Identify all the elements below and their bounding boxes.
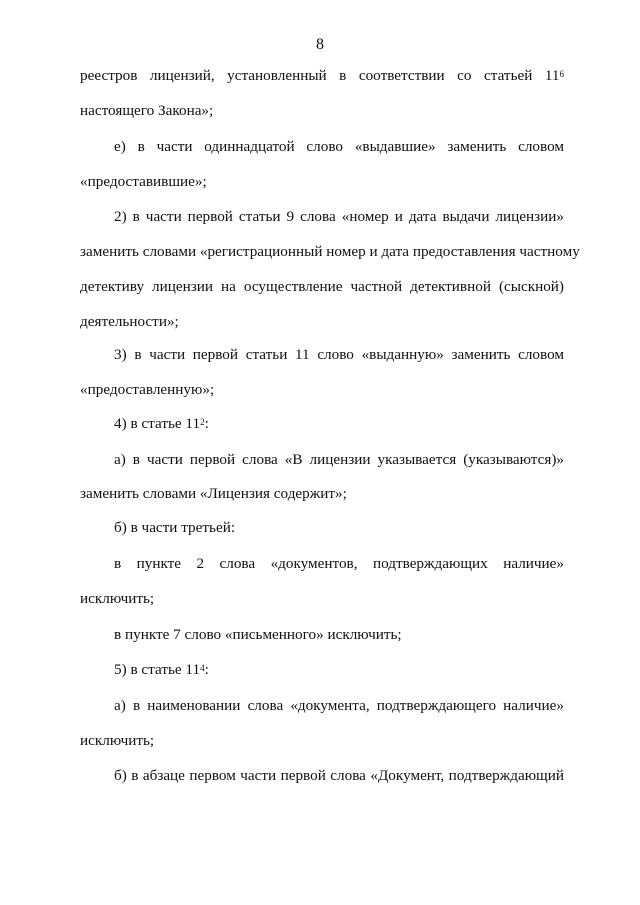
text-line: реестров лицензий, установленный в соответствии со статьей $11^6$ xyxy=(80,67,564,84)
text-line: «предоставившие»; xyxy=(80,173,207,190)
text-line: 4) в статье $11^2$: xyxy=(114,415,209,432)
text-line: 2) в части первой статьи 9 слова «номер и дата выдачи лицензии» xyxy=(114,208,564,225)
text-line: заменить словами «регистрационный номер и дата предоставления частному xyxy=(80,243,580,260)
page-number: 8 xyxy=(316,36,324,53)
text-line: детективу лицензии на осуществление частной детективной (сыскной) xyxy=(80,278,564,295)
text-line: в пункте 2 слова «документов, подтверждающих наличие» xyxy=(114,555,564,572)
text-line: 3) в части первой статьи 11 слово «выданную» заменить словом xyxy=(114,346,564,363)
superscript: 4 xyxy=(200,663,205,673)
text-line: настоящего Закона»; xyxy=(80,102,214,119)
text-line: б) в абзаце первом части первой слова «Документ, подтверждающий xyxy=(114,767,564,784)
superscript: 2 xyxy=(200,417,205,427)
text-line: исключить; xyxy=(80,590,155,607)
text-line: «предоставленную»; xyxy=(80,381,215,398)
text-line: заменить словами «Лицензия содержит»; xyxy=(80,485,347,502)
text-line: 5) в статье $11^4$: xyxy=(114,661,209,678)
text-line: б) в части третьей: xyxy=(114,519,236,536)
text-line: исключить; xyxy=(80,732,155,749)
text-line: в пункте 7 слово «письменного» исключить; xyxy=(114,626,402,643)
text-line: е) в части одиннадцатой слово «выдавшие» заменить словом xyxy=(114,138,564,155)
superscript: 6 xyxy=(559,69,564,79)
text-line: а) в части первой слова «В лицензии указывается (указываются)» xyxy=(114,451,564,468)
text-line: деятельности»; xyxy=(80,313,179,330)
text-line: а) в наименовании слова «документа, подтверждающего наличие» xyxy=(114,697,564,714)
